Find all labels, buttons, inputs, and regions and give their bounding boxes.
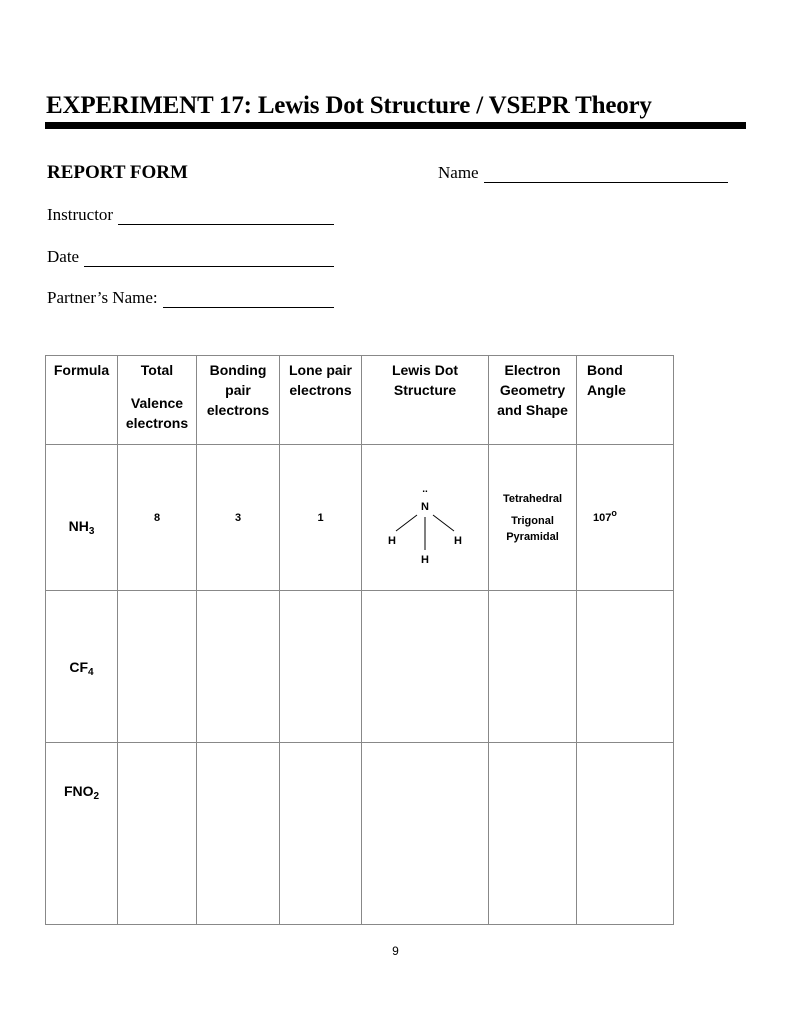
partner-label: Partner’s Name: bbox=[47, 288, 158, 307]
page-number: 9 bbox=[392, 944, 399, 958]
formula-base: FNO bbox=[63, 783, 94, 799]
instructor-field bbox=[47, 205, 334, 225]
date-label: Date bbox=[47, 247, 80, 266]
lone-pair-dots: .. bbox=[422, 484, 428, 495]
partner-field bbox=[47, 288, 334, 308]
formula-base: NH bbox=[68, 517, 89, 534]
header-lone-pairs: Lone pair electrons bbox=[280, 356, 362, 445]
formula-cell bbox=[46, 743, 118, 925]
molecular-shape-line2: Pyramidal bbox=[506, 530, 559, 543]
date-blank-line[interactable] bbox=[84, 250, 334, 267]
lone-pairs-cell[interactable] bbox=[280, 743, 362, 925]
formula-subscript: 3 bbox=[88, 525, 95, 537]
bond-angle-value: 107 bbox=[593, 511, 612, 524]
bond-angle-cell bbox=[577, 445, 674, 591]
name-field bbox=[438, 163, 728, 183]
partner-blank-line[interactable] bbox=[163, 291, 334, 308]
date-field bbox=[47, 247, 334, 267]
total-valence-cell[interactable] bbox=[118, 591, 197, 743]
geometry-shape-cell bbox=[489, 445, 577, 591]
table-row-nh3 bbox=[46, 445, 674, 591]
report-table bbox=[45, 355, 674, 925]
instructor-blank-line[interactable] bbox=[118, 208, 334, 225]
header-bond-angle: Bond Angle bbox=[577, 356, 674, 445]
table-header-row bbox=[46, 356, 674, 445]
bonding-pairs-cell[interactable] bbox=[197, 743, 280, 925]
header-formula: Formula bbox=[46, 356, 118, 445]
formula-subscript: 4 bbox=[88, 666, 94, 678]
lone-pairs-cell[interactable] bbox=[280, 591, 362, 743]
formula-cell bbox=[46, 445, 118, 591]
bond-right bbox=[433, 515, 454, 531]
header-total-valence: Total Valence electrons bbox=[118, 356, 197, 445]
total-valence-cell: 8 bbox=[118, 445, 197, 591]
total-valence-cell[interactable] bbox=[118, 743, 197, 925]
name-blank-line[interactable] bbox=[484, 166, 728, 183]
formula-subscript: 2 bbox=[93, 791, 100, 802]
formula-base: CF bbox=[69, 658, 89, 675]
electron-geometry: Tetrahedral bbox=[502, 492, 563, 505]
lewis-atom-h-left: H bbox=[388, 535, 396, 547]
header-geometry-shape: Electron Geometry and Shape bbox=[489, 356, 577, 445]
lone-pairs-cell: 1 bbox=[280, 445, 362, 591]
lewis-atom-n: N bbox=[421, 501, 429, 513]
bonding-pairs-cell: 3 bbox=[197, 445, 280, 591]
geometry-shape-cell[interactable] bbox=[489, 743, 577, 925]
lewis-structure-cell bbox=[362, 445, 489, 591]
bonding-pairs-cell[interactable] bbox=[197, 591, 280, 743]
table-row-cf4 bbox=[46, 591, 674, 743]
degree-symbol: o bbox=[611, 507, 617, 518]
bond-angle-cell[interactable] bbox=[577, 591, 674, 743]
table-row-fno2 bbox=[46, 743, 674, 925]
lewis-structure-cell[interactable] bbox=[362, 743, 489, 925]
lewis-structure-diagram bbox=[362, 445, 488, 590]
lewis-atom-h-right: H bbox=[454, 535, 462, 547]
report-form-heading: REPORT FORM bbox=[47, 162, 188, 183]
formula-cell bbox=[46, 591, 118, 743]
title-rule bbox=[45, 122, 746, 129]
molecular-shape-line1: Trigonal bbox=[511, 514, 554, 527]
name-label: Name bbox=[438, 163, 479, 182]
header-bonding-pairs: Bonding pair electrons bbox=[197, 356, 280, 445]
geometry-shape-cell[interactable] bbox=[489, 591, 577, 743]
page-title: EXPERIMENT 17: Lewis Dot Structure / VSEPR Theory bbox=[46, 92, 652, 119]
header-lewis-structure: Lewis Dot Structure bbox=[362, 356, 489, 445]
instructor-label: Instructor bbox=[47, 205, 114, 224]
bond-angle-cell[interactable] bbox=[577, 743, 674, 925]
lewis-structure-cell[interactable] bbox=[362, 591, 489, 743]
lewis-atom-h-bottom: H bbox=[421, 554, 429, 566]
bond-left bbox=[396, 515, 417, 531]
